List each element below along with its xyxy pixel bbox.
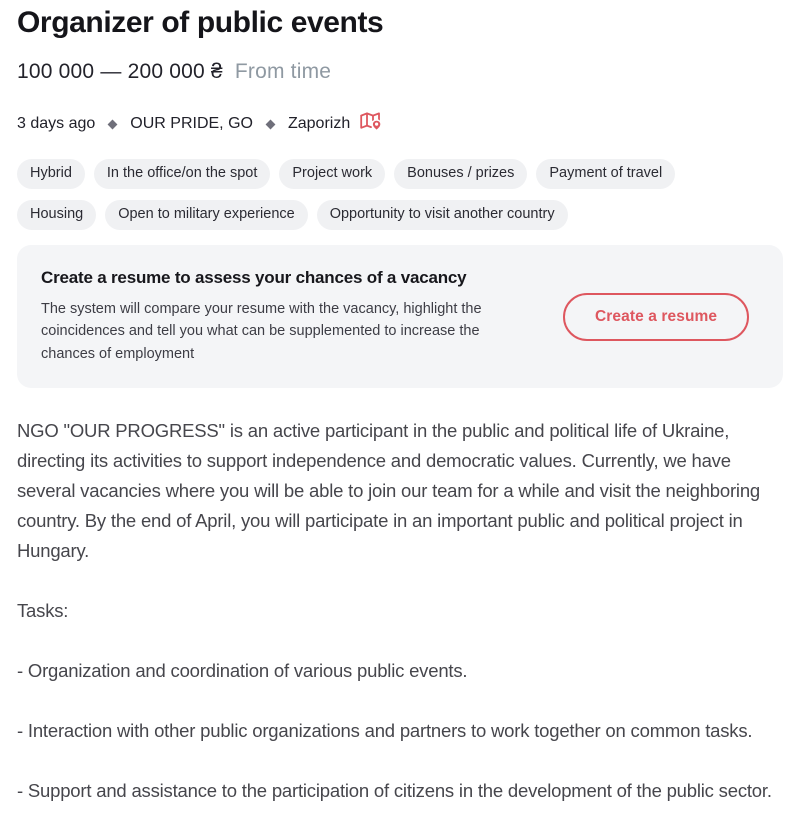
- tag-chip: Housing: [17, 200, 96, 230]
- vacancy-title: Organizer of public events: [17, 6, 384, 39]
- salary-note: From time: [234, 60, 332, 83]
- diamond-separator: [108, 119, 118, 129]
- description-paragraph: - Organization and coordination of various public events.: [17, 660, 468, 682]
- resume-callout-title: Create a resume to assess your chances of a vacancy: [41, 267, 467, 287]
- location-name: Zaporizh: [287, 115, 351, 132]
- meta-row: [17, 109, 782, 139]
- location-link[interactable]: [288, 109, 383, 139]
- vacancy-tags: [17, 159, 737, 230]
- salary-range: 100 000 — 200 000 ₴: [17, 60, 223, 83]
- tag-chip: Opportunity to visit another country: [317, 200, 568, 230]
- map-with-pin-icon[interactable]: [359, 111, 383, 139]
- create-resume-button[interactable]: Create a resume: [563, 293, 749, 341]
- description-paragraph: Tasks:: [17, 600, 69, 622]
- tag-chip: In the office/on the spot: [94, 159, 270, 189]
- tag-chip: Project work: [279, 159, 385, 189]
- description-paragraph: NGO "OUR PROGRESS" is an active participant in the public and political life of Ukraine, directing its activities to support independence and democratic values. Currently, we have several vacancies where you will be able to join our team for a while and visit the neighboring country. By the end of April, you will participate in an important public and political project in Hungary.: [17, 420, 761, 562]
- tag-chip: Bonuses / prizes: [394, 159, 527, 189]
- resume-callout-description: The system will compare your resume with the vacancy, highlight the coincidences and tell you what can be supplemented to increase the chances of employment: [41, 300, 482, 362]
- resume-callout: [17, 245, 783, 388]
- tag-chip: Open to military experience: [105, 200, 308, 230]
- tag-chip: Hybrid: [17, 159, 85, 189]
- vacancy-description: [17, 416, 782, 806]
- salary-row: [17, 60, 782, 84]
- posted-date: 3 days ago: [17, 115, 96, 132]
- description-paragraph: - Interaction with other public organizations and partners to work together on common tasks.: [17, 720, 753, 742]
- tag-chip: Payment of travel: [536, 159, 675, 189]
- description-paragraph: - Support and assistance to the participation of citizens in the development of the public sector.: [17, 780, 772, 802]
- diamond-separator: [266, 119, 276, 129]
- resume-callout-text: [41, 268, 527, 365]
- company-name[interactable]: OUR PRIDE, GO: [130, 115, 253, 132]
